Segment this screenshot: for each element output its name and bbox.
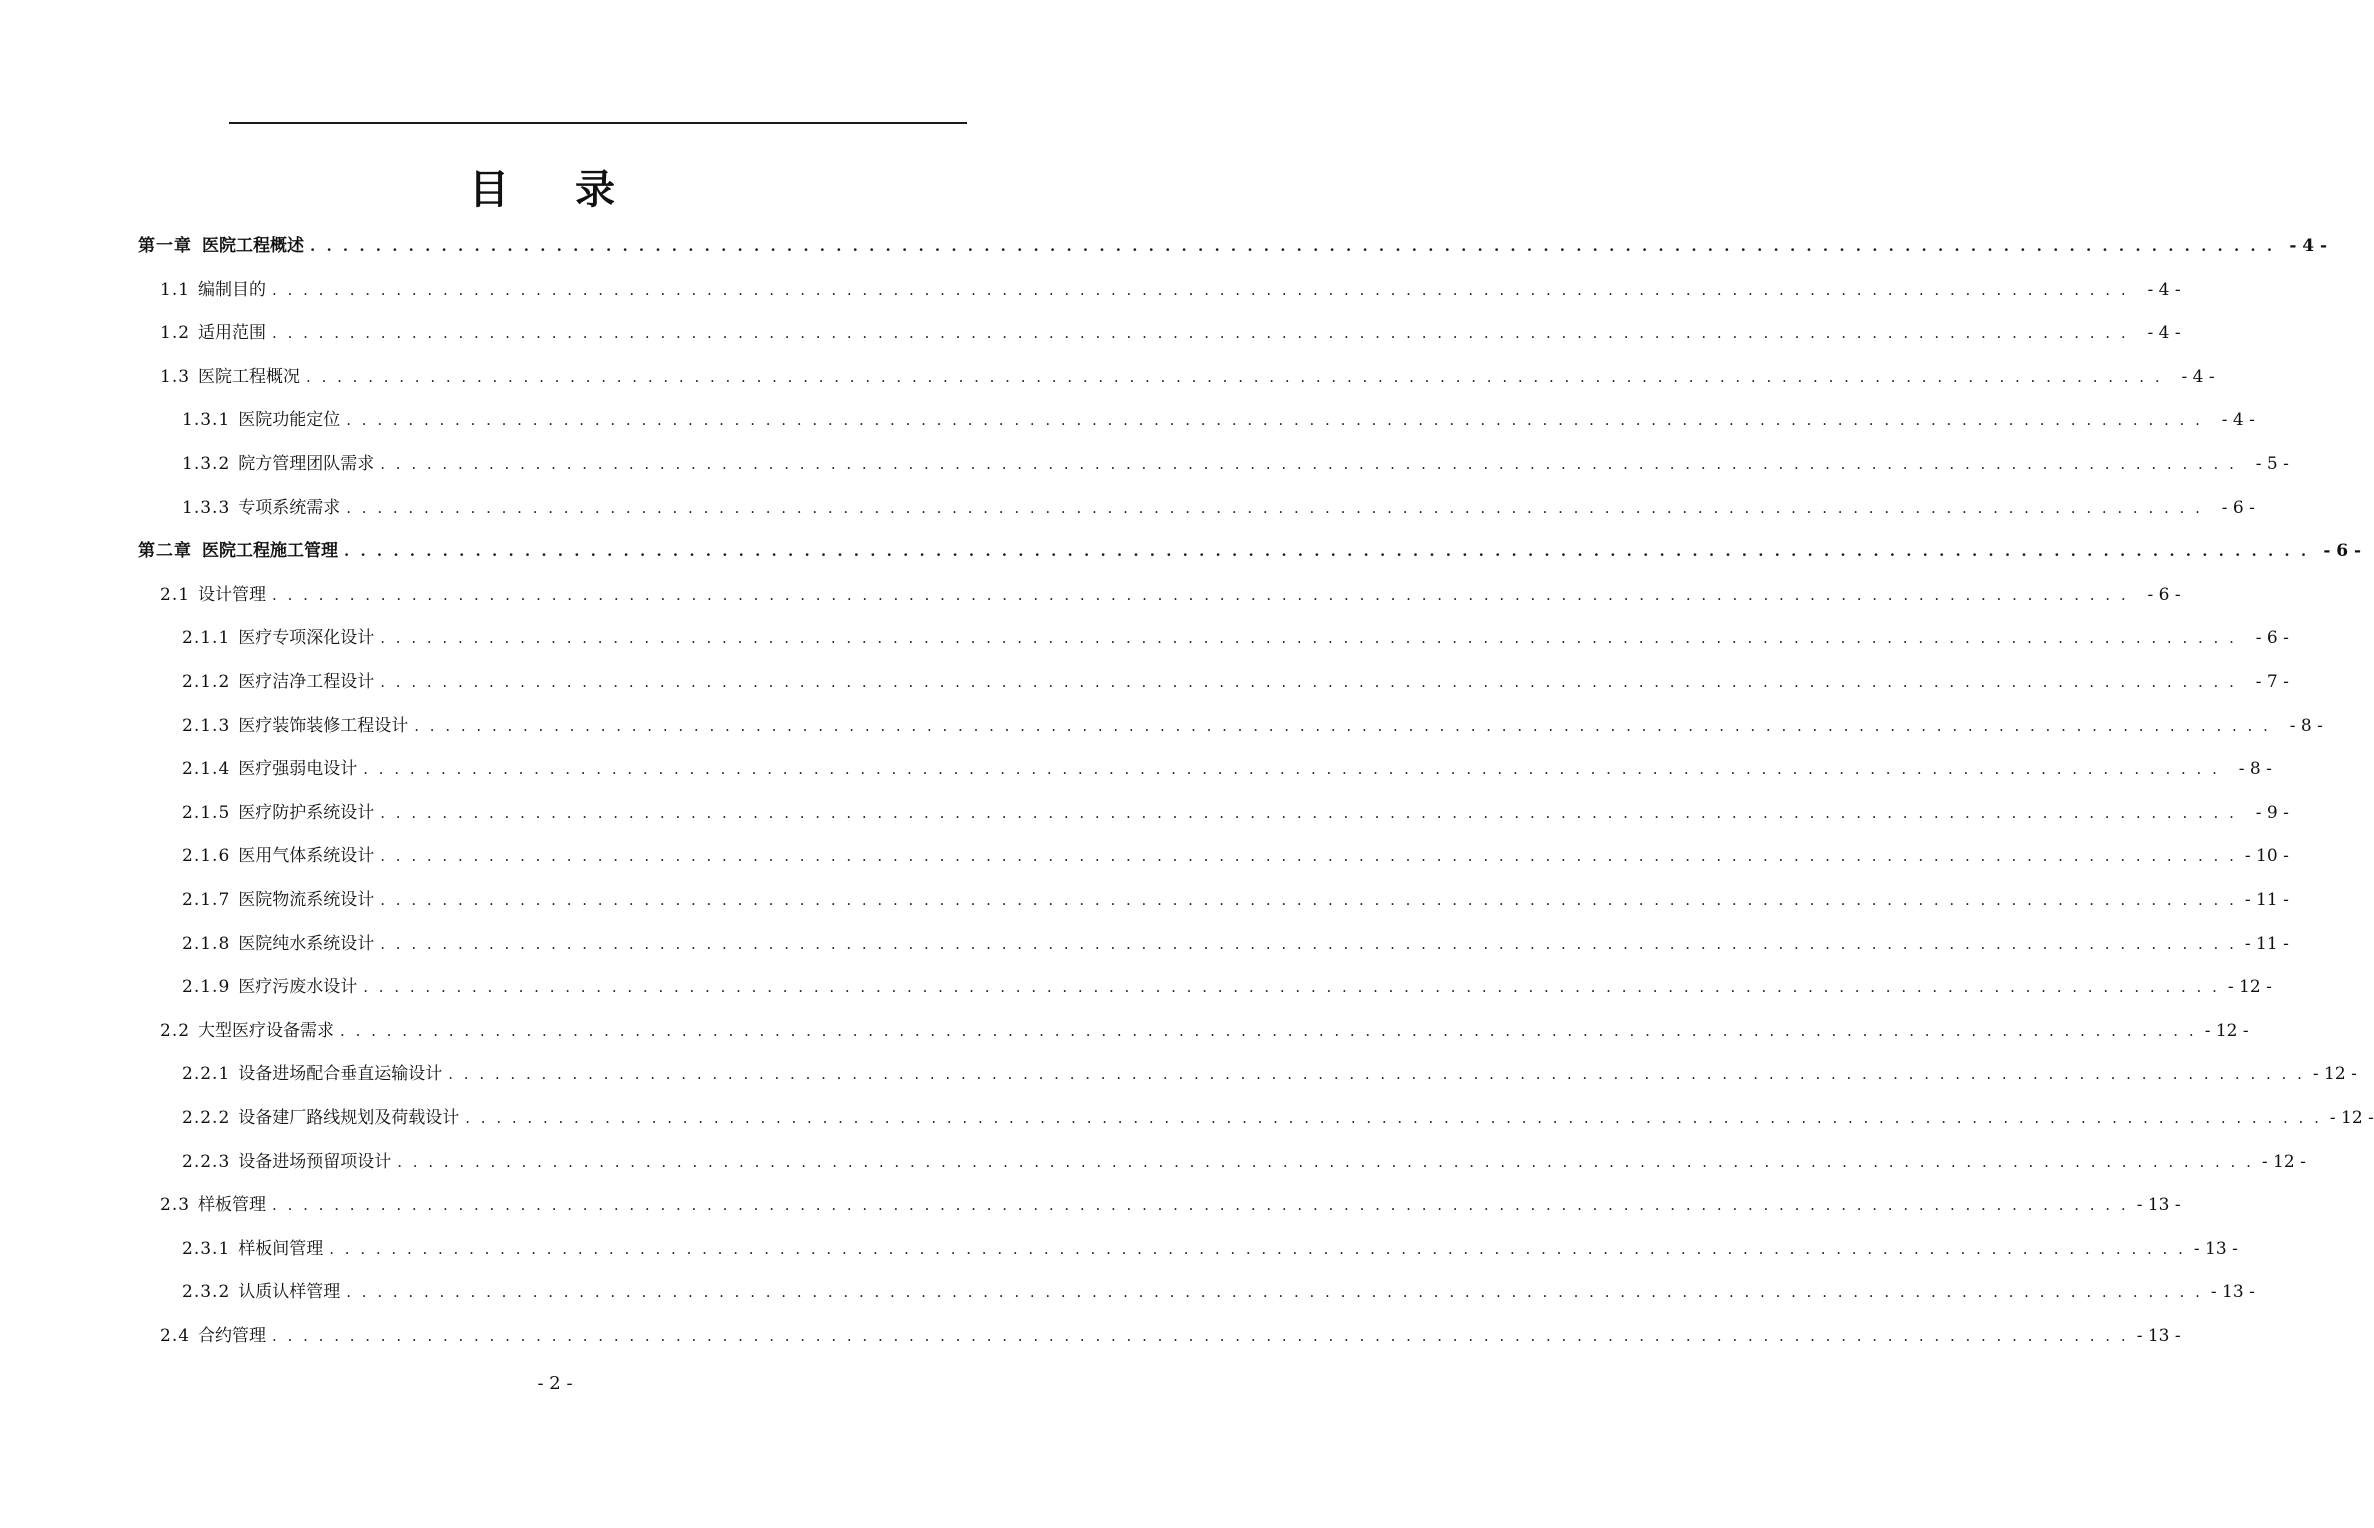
- toc-dot-leader: . . . . . . . . . . . . . . . . . . . . . . . . . . . . . . . . . . . . . . . . . . . . . . . . . . . . . . . . . . . . . . . . . . . . . . . . . . . . . . . . . . . . . . . . . . . . . . . . . . . . . . . . . . . . . . . . . . . . . . . .: [272, 324, 2129, 343]
- toc-entry[interactable]: [182, 616, 2289, 660]
- toc-entry-number: 2.1.8: [182, 933, 231, 954]
- toc-entry-page: - 6 -: [2221, 497, 2255, 518]
- toc-title: 目 录: [469, 166, 641, 213]
- toc-dot-leader: . . . . . . . . . . . . . . . . . . . . . . . . . . . . . . . . . . . . . . . . . . . . . . . . . . . . . . . . . . . . . . . . . . . . . . . . . . . . . . . . . . . . . . . . . . . . . . . . . . . . . . . . . . . . . . . . . . . . . . . .: [448, 1065, 2305, 1084]
- toc-dot-leader: . . . . . . . . . . . . . . . . . . . . . . . . . . . . . . . . . . . . . . . . . . . . . . . . . . . . . . . . . . . . . . . . . . . . . . . . . . . . . . . . . . . . . . . . . . . . . . . . . . . . . . . . . . . . . . . . . . . . . . . .: [340, 1021, 2197, 1040]
- toc-dot-leader: . . . . . . . . . . . . . . . . . . . . . . . . . . . . . . . . . . . . . . . . . . . . . . . . . . . . . . . . . . . . . . . . . . . . . . . . . . . . . . . . . . . . . . . . . . . . . . . . . . . . . . . . . . . . . . . . . . . . . . . .: [344, 542, 2310, 561]
- toc-dot-leader: . . . . . . . . . . . . . . . . . . . . . . . . . . . . . . . . . . . . . . . . . . . . . . . . . . . . . . . . . . . . . . . . . . . . . . . . . . . . . . . . . . . . . . . . . . . . . . . . . . . . . . . . . . . . . . . . . . . . . . . .: [380, 673, 2237, 691]
- toc-entry-page: - 6 -: [2147, 584, 2181, 605]
- toc-entry-number: 第一章: [138, 236, 192, 256]
- toc-entry-page: - 4 -: [2221, 410, 2255, 431]
- toc-entry[interactable]: [182, 1096, 2374, 1140]
- toc-dot-leader: . . . . . . . . . . . . . . . . . . . . . . . . . . . . . . . . . . . . . . . . . . . . . . . . . . . . . . . . . . . . . . . . . . . . . . . . . . . . . . . . . . . . . . . . . . . . . . . . . . . . . . . . . . . . . . . . . . . . . . . .: [465, 1109, 2322, 1127]
- toc-entry-number: 2.1.4: [182, 759, 231, 780]
- toc-entry-title: 设计管理: [198, 584, 267, 605]
- toc-entry[interactable]: [182, 1140, 2306, 1184]
- toc-dot-leader: . . . . . . . . . . . . . . . . . . . . . . . . . . . . . . . . . . . . . . . . . . . . . . . . . . . . . . . . . . . . . . . . . . . . . . . . . . . . . . . . . . . . . . . . . . . . . . . . . . . . . . . . . . . . . . . . . . . . . . . .: [380, 455, 2237, 473]
- toc-entry-title: 认质认样管理: [238, 1282, 341, 1303]
- toc-entry-page: - 8 -: [2238, 759, 2272, 780]
- toc-entry-title: 样板间管理: [238, 1238, 324, 1259]
- toc-entry[interactable]: [160, 311, 2181, 355]
- toc-entry-number: 1.3.2: [182, 454, 231, 474]
- toc-entry-title: 设备进场配合垂直运输设计: [238, 1064, 443, 1085]
- toc-entry-title: 专项系统需求: [238, 497, 341, 518]
- toc-entry[interactable]: [182, 660, 2289, 704]
- toc-entry-number: 2.3.2: [182, 1282, 231, 1303]
- toc-entry-number: 2.1.3: [182, 715, 231, 736]
- toc-entry-page: - 7 -: [2255, 672, 2289, 692]
- toc-entry-page: - 4 -: [2181, 366, 2215, 387]
- toc-dot-leader: . . . . . . . . . . . . . . . . . . . . . . . . . . . . . . . . . . . . . . . . . . . . . . . . . . . . . . . . . . . . . . . . . . . . . . . . . . . . . . . . . . . . . . . . . . . . . . . . . . . . . . . . . . . . . . . . . . . . . . . .: [346, 1283, 2203, 1302]
- toc-entry-number: 2.2.2: [182, 1108, 231, 1128]
- toc-entry-number: 1.3.1: [182, 410, 231, 431]
- toc-entry-title: 设备进场预留项设计: [238, 1151, 392, 1172]
- toc-entry-title: 适用范围: [198, 323, 267, 344]
- toc-dot-leader: . . . . . . . . . . . . . . . . . . . . . . . . . . . . . . . . . . . . . . . . . . . . . . . . . . . . . . . . . . . . . . . . . . . . . . . . . . . . . . . . . . . . . . . . . . . . . . . . . . . . . . . . . . . . . . . . . . . . . . . .: [380, 934, 2237, 953]
- toc-entry[interactable]: [160, 1009, 2249, 1053]
- toc-entry[interactable]: [182, 878, 2289, 922]
- toc-dot-leader: . . . . . . . . . . . . . . . . . . . . . . . . . . . . . . . . . . . . . . . . . . . . . . . . . . . . . . . . . . . . . . . . . . . . . . . . . . . . . . . . . . . . . . . . . . . . . . . . . . . . . . . . . . . . . . . . . . . . . . . .: [272, 1327, 2129, 1345]
- toc-entry-title: 大型医疗设备需求: [198, 1020, 335, 1041]
- toc-entry[interactable]: [182, 965, 2272, 1009]
- toc-entry-number: 2.1: [160, 584, 191, 605]
- toc-entry-number: 2.1.6: [182, 846, 231, 867]
- toc-entry-number: 2.3: [160, 1195, 191, 1216]
- toc-entry-title: 样板管理: [198, 1195, 267, 1216]
- toc-dot-leader: . . . . . . . . . . . . . . . . . . . . . . . . . . . . . . . . . . . . . . . . . . . . . . . . . . . . . . . . . . . . . . . . . . . . . . . . . . . . . . . . . . . . . . . . . . . . . . . . . . . . . . . . . . . . . . . . . . . . . . . .: [272, 585, 2129, 604]
- toc-entry-page: - 11 -: [2244, 890, 2289, 910]
- toc-entry-title: 医院工程概况: [198, 366, 301, 387]
- header-rule: [229, 122, 967, 124]
- toc-entry-number: 第二章: [138, 541, 192, 562]
- toc-dot-leader: . . . . . . . . . . . . . . . . . . . . . . . . . . . . . . . . . . . . . . . . . . . . . . . . . . . . . . . . . . . . . . . . . . . . . . . . . . . . . . . . . . . . . . . . . . . . . . . . . . . . . . . . . . . . . . . . . . . . . . . .: [380, 847, 2237, 866]
- toc-dot-leader: . . . . . . . . . . . . . . . . . . . . . . . . . . . . . . . . . . . . . . . . . . . . . . . . . . . . . . . . . . . . . . . . . . . . . . . . . . . . . . . . . . . . . . . . . . . . . . . . . . . . . . . . . . . . . . . . . . . . . . . .: [306, 367, 2163, 386]
- toc-dot-leader: . . . . . . . . . . . . . . . . . . . . . . . . . . . . . . . . . . . . . . . . . . . . . . . . . . . . . . . . . . . . . . . . . . . . . . . . . . . . . . . . . . . . . . . . . . . . . . . . . . . . . . . . . . . . . . . . . . . . . . . .: [346, 498, 2203, 517]
- toc-entry-page: - 6 -: [2255, 628, 2289, 649]
- toc-entry-page: - 5 -: [2255, 454, 2289, 474]
- toc-entry-title: 院方管理团队需求: [238, 454, 375, 474]
- toc-entry-page: - 8 -: [2289, 715, 2323, 736]
- toc-entry-page: - 4 -: [2289, 236, 2328, 256]
- toc-dot-leader: . . . . . . . . . . . . . . . . . . . . . . . . . . . . . . . . . . . . . . . . . . . . . . . . . . . . . . . . . . . . . . . . . . . . . . . . . . . . . . . . . . . . . . . . . . . . . . . . . . . . . . . . . . . . . . . . . . . . . . . .: [329, 1239, 2186, 1258]
- toc-entry-title: 医院功能定位: [238, 410, 341, 431]
- toc-dot-leader: . . . . . . . . . . . . . . . . . . . . . . . . . . . . . . . . . . . . . . . . . . . . . . . . . . . . . . . . . . . . . . . . . . . . . . . . . . . . . . . . . . . . . . . . . . . . . . . . . . . . . . . . . . . . . . . . . . . . . . . .: [272, 1196, 2129, 1215]
- toc-entry-number: 2.3.1: [182, 1238, 231, 1259]
- toc-dot-leader: . . . . . . . . . . . . . . . . . . . . . . . . . . . . . . . . . . . . . . . . . . . . . . . . . . . . . . . . . . . . . . . . . . . . . . . . . . . . . . . . . . . . . . . . . . . . . . . . . . . . . . . . . . . . . . . . . . . . . . . .: [363, 760, 2220, 779]
- toc-entry-number: 1.3.3: [182, 497, 231, 518]
- toc-entry-number: 1.2: [160, 323, 191, 344]
- toc-entry-number: 2.1.1: [182, 628, 231, 649]
- toc-entry[interactable]: [138, 529, 2362, 573]
- toc-entry-page: - 12 -: [2312, 1064, 2357, 1085]
- toc-entry-title: 合约管理: [198, 1326, 267, 1346]
- toc-dot-leader: . . . . . . . . . . . . . . . . . . . . . . . . . . . . . . . . . . . . . . . . . . . . . . . . . . . . . . . . . . . . . . . . . . . . . . . . . . . . . . . . . . . . . . . . . . . . . . . . . . . . . . . . . . . . . . . . . . . . . . . .: [346, 411, 2203, 430]
- toc-entry-number: 1.1: [160, 279, 191, 300]
- toc-dot-leader: . . . . . . . . . . . . . . . . . . . . . . . . . . . . . . . . . . . . . . . . . . . . . . . . . . . . . . . . . . . . . . . . . . . . . . . . . . . . . . . . . . . . . . . . . . . . . . . . . . . . . . . . . . . . . . . . . . . . . . . .: [310, 237, 2276, 255]
- toc-dot-leader: . . . . . . . . . . . . . . . . . . . . . . . . . . . . . . . . . . . . . . . . . . . . . . . . . . . . . . . . . . . . . . . . . . . . . . . . . . . . . . . . . . . . . . . . . . . . . . . . . . . . . . . . . . . . . . . . . . . . . . . .: [363, 978, 2220, 997]
- toc-entry-page: - 13 -: [2136, 1326, 2181, 1346]
- toc-entry-number: 2.2: [160, 1020, 191, 1041]
- toc-entry-title: 医院工程概述: [202, 236, 304, 256]
- toc-entry-title: 编制目的: [198, 279, 267, 300]
- toc-entry-number: 1.3: [160, 366, 191, 387]
- toc-entry[interactable]: [160, 268, 2181, 312]
- toc-dot-leader: . . . . . . . . . . . . . . . . . . . . . . . . . . . . . . . . . . . . . . . . . . . . . . . . . . . . . . . . . . . . . . . . . . . . . . . . . . . . . . . . . . . . . . . . . . . . . . . . . . . . . . . . . . . . . . . . . . . . . . . .: [380, 629, 2237, 648]
- toc-entry-number: 2.4: [160, 1326, 191, 1346]
- toc-entry[interactable]: [160, 1183, 2181, 1227]
- toc-entry[interactable]: [182, 922, 2289, 966]
- toc-entry[interactable]: [160, 573, 2181, 617]
- toc-entry-page: - 12 -: [2227, 977, 2272, 998]
- toc-entry-page: - 6 -: [2323, 541, 2362, 562]
- toc-entry-page: - 4 -: [2147, 279, 2181, 300]
- toc-entry-page: - 11 -: [2244, 933, 2289, 954]
- toc-entry-number: 2.1.5: [182, 802, 231, 823]
- toc-entry-page: - 13 -: [2136, 1195, 2181, 1216]
- page-number: - 2 -: [537, 1373, 573, 1394]
- toc-entry-page: - 9 -: [2255, 802, 2289, 823]
- toc-dot-leader: . . . . . . . . . . . . . . . . . . . . . . . . . . . . . . . . . . . . . . . . . . . . . . . . . . . . . . . . . . . . . . . . . . . . . . . . . . . . . . . . . . . . . . . . . . . . . . . . . . . . . . . . . . . . . . . . . . . . . . . .: [397, 1152, 2254, 1171]
- toc-entry-number: 2.1.9: [182, 977, 231, 998]
- toc-dot-leader: . . . . . . . . . . . . . . . . . . . . . . . . . . . . . . . . . . . . . . . . . . . . . . . . . . . . . . . . . . . . . . . . . . . . . . . . . . . . . . . . . . . . . . . . . . . . . . . . . . . . . . . . . . . . . . . . . . . . . . . .: [380, 891, 2237, 909]
- toc-entry-page: - 12 -: [2329, 1108, 2374, 1128]
- toc-entry[interactable]: [182, 791, 2289, 835]
- toc-entry[interactable]: [182, 1052, 2357, 1096]
- toc-entry-page: - 13 -: [2210, 1282, 2255, 1303]
- toc-entry-page: - 10 -: [2244, 846, 2289, 867]
- toc-entry[interactable]: [160, 1314, 2181, 1358]
- toc-entry[interactable]: [182, 834, 2289, 878]
- toc-entry-number: 2.1.2: [182, 672, 231, 692]
- toc-entry[interactable]: [182, 747, 2272, 791]
- toc-entry-title: 医院纯水系统设计: [238, 933, 375, 954]
- toc-entry-title: 医疗洁净工程设计: [238, 672, 375, 692]
- toc-dot-leader: . . . . . . . . . . . . . . . . . . . . . . . . . . . . . . . . . . . . . . . . . . . . . . . . . . . . . . . . . . . . . . . . . . . . . . . . . . . . . . . . . . . . . . . . . . . . . . . . . . . . . . . . . . . . . . . . . . . . . . . .: [380, 803, 2237, 822]
- toc-dot-leader: . . . . . . . . . . . . . . . . . . . . . . . . . . . . . . . . . . . . . . . . . . . . . . . . . . . . . . . . . . . . . . . . . . . . . . . . . . . . . . . . . . . . . . . . . . . . . . . . . . . . . . . . . . . . . . . . . . . . . . . .: [272, 280, 2129, 299]
- toc-entry-page: - 12 -: [2204, 1020, 2249, 1041]
- toc-entry-page: - 12 -: [2261, 1151, 2306, 1172]
- toc-entry-title: 医疗污废水设计: [238, 977, 358, 998]
- toc-entry[interactable]: [160, 355, 2215, 399]
- toc-entry-page: - 4 -: [2147, 323, 2181, 344]
- toc-dot-leader: . . . . . . . . . . . . . . . . . . . . . . . . . . . . . . . . . . . . . . . . . . . . . . . . . . . . . . . . . . . . . . . . . . . . . . . . . . . . . . . . . . . . . . . . . . . . . . . . . . . . . . . . . . . . . . . . . . . . . . . .: [414, 716, 2271, 735]
- toc-entry-number: 2.1.7: [182, 890, 231, 910]
- toc-entry[interactable]: [138, 224, 2328, 268]
- toc-entry-number: 2.2.1: [182, 1064, 231, 1085]
- toc-entry-title: 医疗防护系统设计: [238, 802, 375, 823]
- toc-entry-title: 医院物流系统设计: [238, 890, 375, 910]
- toc-entry-title: 医疗专项深化设计: [238, 628, 375, 649]
- toc-entry[interactable]: [182, 704, 2323, 748]
- toc-entry-title: 医院工程施工管理: [202, 541, 338, 562]
- toc-entry-number: 2.2.3: [182, 1151, 231, 1172]
- toc-entry-title: 医用气体系统设计: [238, 846, 375, 867]
- toc-entry[interactable]: [182, 486, 2255, 530]
- toc-entry-title: 设备建厂路线规划及荷载设计: [238, 1108, 460, 1128]
- toc-entry[interactable]: [182, 1270, 2255, 1314]
- toc-entry-title: 医疗装饰装修工程设计: [238, 715, 409, 736]
- toc-entry[interactable]: [182, 398, 2255, 442]
- toc-entry-title: 医疗强弱电设计: [238, 759, 358, 780]
- toc-entry[interactable]: [182, 442, 2289, 486]
- toc-entry[interactable]: [182, 1227, 2238, 1271]
- toc-entry-page: - 13 -: [2193, 1238, 2238, 1259]
